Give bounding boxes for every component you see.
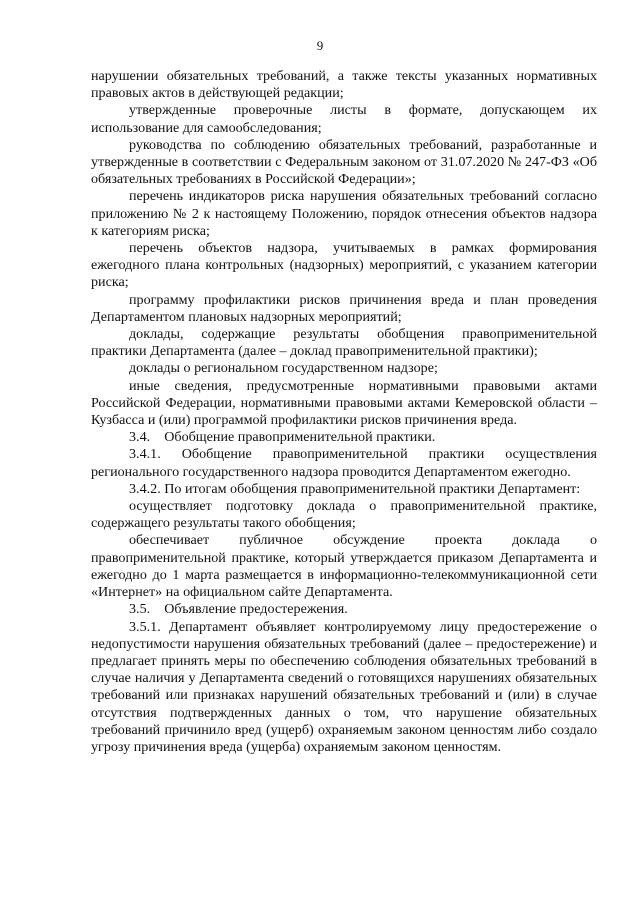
paragraph: 3.4.1. Обобщение правоприменительной практики осуществления регионального государственного надзора проводится Департаментом ежегодно. [91, 446, 597, 480]
section-heading: 3.4. Обобщение правоприменительной практики. [129, 429, 436, 446]
paragraph: 3.4.2. По итогам обобщения правоприменительной практики Департамент: [129, 480, 581, 497]
page-number: 9 [316, 38, 324, 53]
document-body [91, 68, 597, 756]
paragraph: доклады о региональном государственном надзоре; [129, 360, 438, 377]
paragraph: перечень индикаторов риска нарушения обязательных требований согласно приложению № 2 к настоящему Положению, порядок отнесения объектов надзора к категориям риска; [91, 188, 597, 239]
section-heading: 3.5. Объявление предостережения. [129, 601, 348, 618]
paragraph: 3.5.1. Департамент объявляет контролируемому лицу предостережение о недопустимости нарушения обязательных требований (далее – предостережение) и предлагает принять меры по обеспечению соблюдения обязательных требований в случае наличия у Департамента сведений о готовящихся нарушениях обязательных требований или признаках нарушений обязательных требований и (или) в случае отсутствия подтвержденных данных о том, что нарушение обязательных требований причинило вред (ущерб) охраняемым законом ценностям либо создало угрозу причинения вреда (ущерба) охраняемым законом ценностям. [91, 618, 597, 755]
paragraph: иные сведения, предусмотренные нормативными правовыми актами Российской Федерации, нормативными правовыми актами Кемеровской области – Кузбасса и (или) программой профилактики рисков причинения вреда. [91, 377, 597, 429]
paragraph: утвержденные проверочные листы в формате, допускающем их использование для самообследования; [91, 102, 597, 136]
paragraph: доклады, содержащие результаты обобщения правоприменительной практики Департамента (далее – доклад правоприменительной практики); [91, 326, 597, 360]
paragraph: обеспечивает публичное обсуждение проекта доклада о правоприменительной практике, который утверждается приказом Департамента и ежегодно до 1 марта размещается в информационно-телекоммуникационной сети «Интернет» на официальном сайте Департамента. [91, 532, 597, 601]
paragraph: программу профилактики рисков причинения вреда и план проведения Департаментом плановых надзорных мероприятий; [91, 291, 597, 325]
paragraph: перечень объектов надзора, учитываемых в рамках формирования ежегодного плана контрольных (надзорных) мероприятий, с указанием категории риска; [91, 240, 597, 291]
paragraph: руководства по соблюдению обязательных требований, разработанные и утвержденные в соответствии с Федеральным законом от 31.07.2020 № 247-ФЗ «Об обязательных требованиях в Российской Федерации»; [91, 136, 597, 188]
paragraph: осуществляет подготовку доклада о правоприменительной практике, содержащего результаты такого обобщения; [91, 498, 597, 532]
paragraph: нарушении обязательных требований, а также тексты указанных нормативных правовых актов в действующей редакции; [91, 68, 597, 102]
